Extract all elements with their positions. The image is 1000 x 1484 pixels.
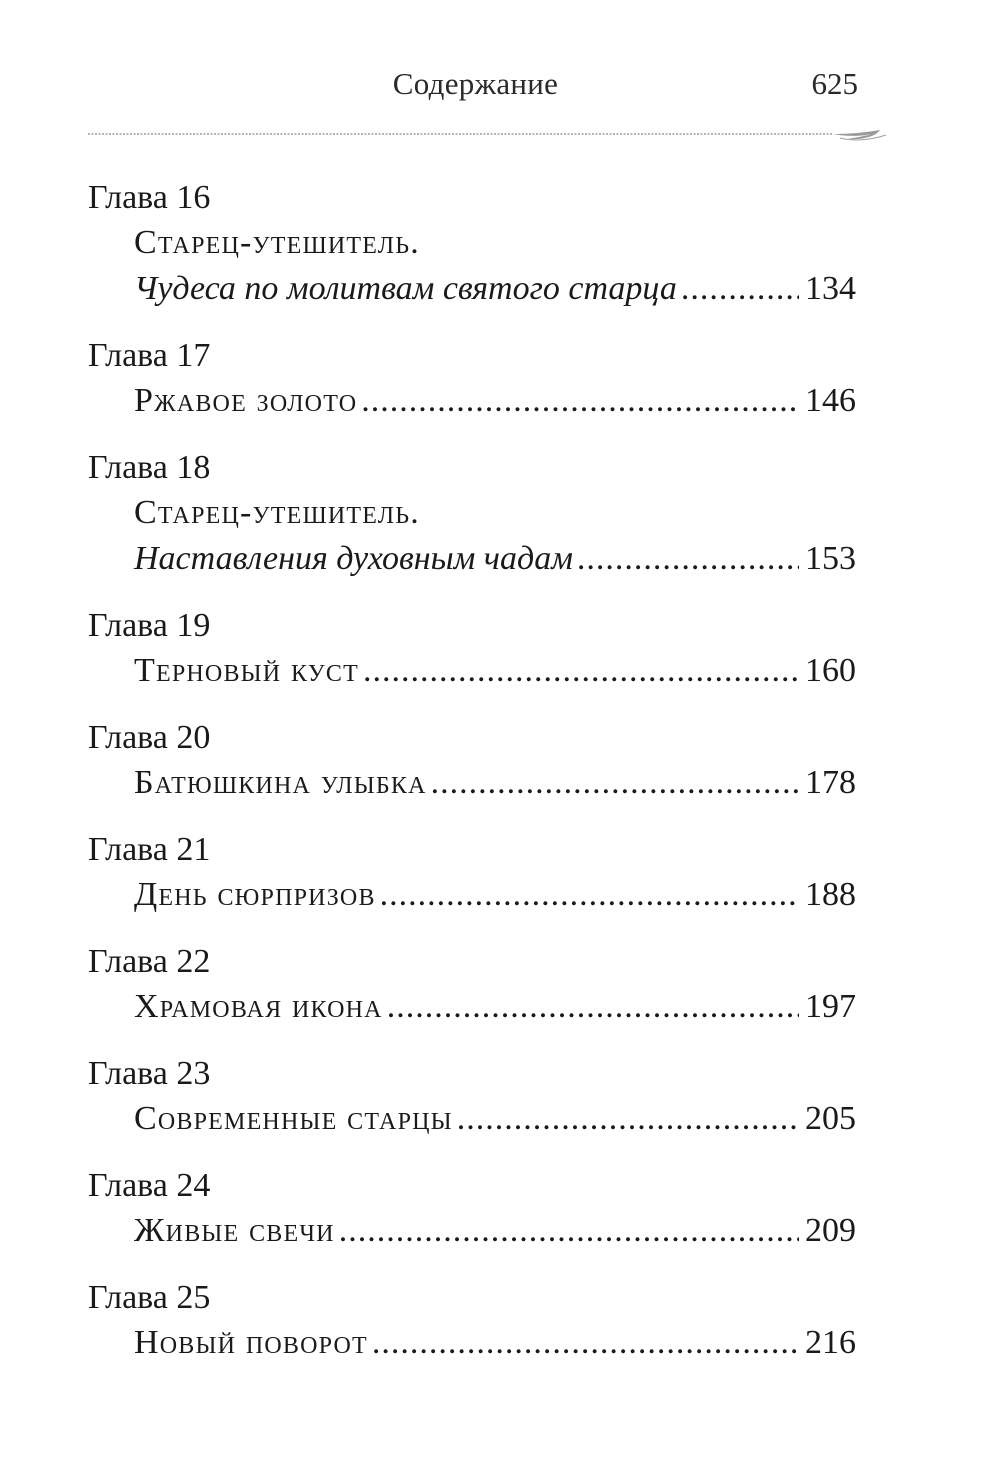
dot-leader xyxy=(431,760,799,806)
table-of-contents xyxy=(88,176,856,1388)
toc-chapter-22 xyxy=(88,940,856,1030)
chapter-page-number: 216 xyxy=(805,1324,856,1361)
header-rule-ornament xyxy=(88,130,888,144)
chapter-label: Глава 17 xyxy=(88,337,211,374)
toc-chapter-23 xyxy=(88,1052,856,1142)
chapter-title: Живые свечи xyxy=(134,1212,335,1249)
chapter-page-number: 134 xyxy=(805,270,856,307)
toc-entry-row[interactable] xyxy=(88,266,856,312)
chapter-label: Глава 24 xyxy=(88,1167,211,1204)
chapter-page-number: 197 xyxy=(805,988,856,1025)
dot-leader xyxy=(457,1096,799,1142)
chapter-label: Глава 16 xyxy=(88,179,211,216)
toc-entry-row[interactable] xyxy=(88,984,856,1030)
toc-chapter-16 xyxy=(88,176,856,312)
chapter-title: Храмовая икона xyxy=(134,988,383,1025)
toc-entry-row[interactable] xyxy=(88,648,856,694)
chapter-page-number: 153 xyxy=(805,540,856,577)
chapter-subtitle: Наставления духовным чадам xyxy=(134,540,573,577)
chapter-title-line: Старец-утешитель. xyxy=(134,224,420,261)
toc-entry-row[interactable] xyxy=(88,872,856,918)
toc-entry-row[interactable] xyxy=(88,536,856,582)
chapter-label: Глава 18 xyxy=(88,449,211,486)
chapter-page-number: 188 xyxy=(805,876,856,913)
chapter-label: Глава 21 xyxy=(88,831,211,868)
chapter-page-number: 209 xyxy=(805,1212,856,1249)
toc-chapter-19 xyxy=(88,604,856,694)
running-head xyxy=(88,66,863,112)
chapter-title: Терновый куст xyxy=(134,652,359,689)
toc-chapter-18 xyxy=(88,446,856,582)
page-number: 625 xyxy=(811,66,858,101)
toc-chapter-20 xyxy=(88,716,856,806)
dot-leader xyxy=(339,1208,799,1254)
chapter-label: Глава 20 xyxy=(88,719,211,756)
chapter-title-line: Старец-утешитель. xyxy=(134,494,420,531)
dot-leader xyxy=(363,648,799,694)
dot-leader xyxy=(372,1320,799,1366)
toc-entry-row[interactable] xyxy=(88,1320,856,1366)
chapter-label: Глава 23 xyxy=(88,1055,211,1092)
dot-leader xyxy=(380,872,799,918)
chapter-label: Глава 22 xyxy=(88,943,211,980)
toc-chapter-24 xyxy=(88,1164,856,1254)
dot-leader xyxy=(681,266,799,312)
chapter-page-number: 160 xyxy=(805,652,856,689)
chapter-subtitle: Чудеса по молитвам святого старца xyxy=(134,270,677,307)
toc-chapter-25 xyxy=(88,1276,856,1366)
chapter-page-number: 205 xyxy=(805,1100,856,1137)
chapter-title: Современные старцы xyxy=(134,1100,453,1137)
toc-entry-row[interactable] xyxy=(88,1208,856,1254)
chapter-title: Ржавое золото xyxy=(134,382,358,419)
toc-entry-row[interactable] xyxy=(88,1096,856,1142)
dot-leader xyxy=(387,984,799,1030)
chapter-page-number: 178 xyxy=(805,764,856,801)
dot-leader xyxy=(361,378,799,424)
running-title: Содержание xyxy=(392,66,559,101)
toc-entry-row[interactable] xyxy=(88,378,856,424)
chapter-label: Глава 19 xyxy=(88,607,211,644)
toc-entry-row[interactable] xyxy=(88,760,856,806)
toc-chapter-21 xyxy=(88,828,856,918)
chapter-title: Новый поворот xyxy=(134,1324,368,1361)
chapter-page-number: 146 xyxy=(805,382,856,419)
chapter-label: Глава 25 xyxy=(88,1279,211,1316)
toc-chapter-17 xyxy=(88,334,856,424)
chapter-title: День сюрпризов xyxy=(134,876,376,913)
chapter-title: Батюшкина улыбка xyxy=(134,764,427,801)
dot-leader xyxy=(577,536,799,582)
